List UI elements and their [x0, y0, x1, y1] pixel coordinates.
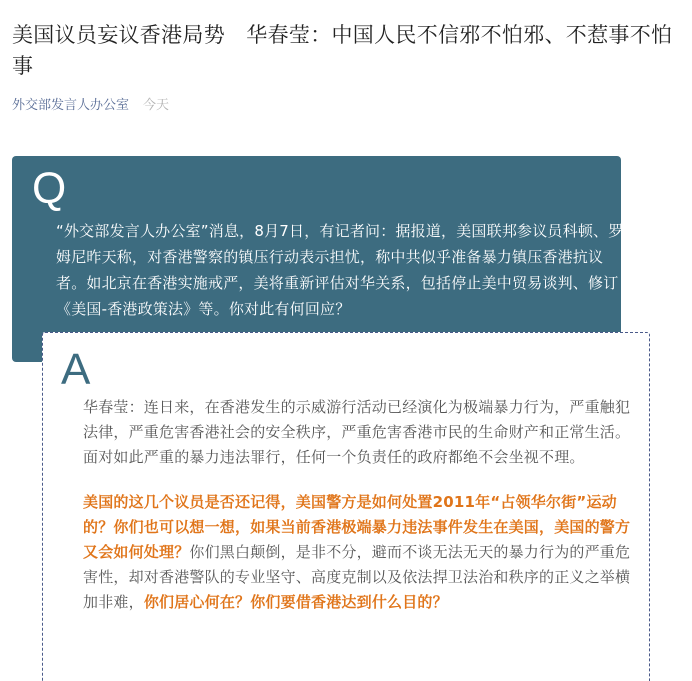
answer-plain-text: 你们黑白颠倒，是非不分，避而不谈无法无天的暴力行为的严重危害性，却对香港警队的专业坚守、高度克制以及依法捍卫法治和秩序的正义之举横加非难， — [83, 543, 631, 611]
article-title: 美国议员妄议香港局势 华春莹：中国人民不信邪不怕邪、不惹事不怕事 — [12, 23, 673, 78]
answer-highlight-1: 美国的这几个议员是否还记得，美国警方是如何处置2011年“占领华尔街”运动的？你们也可以想一想，如果当前香港极端暴力违法事件发生在美国，美国的警方又会如何处理？ — [83, 493, 631, 561]
source-link[interactable]: 外交部发言人办公室 — [12, 98, 130, 113]
answer-paragraph-1: 华春莹：连日来，在香港发生的示威游行活动已经演化为极端暴力行为，严重触犯法律，严重危害香港社会的安全秩序，严重危害香港市民的生命财产和正常生活。面对如此严重的暴力违法罪行，任何一个负责任的政府都绝不会坐视不理。 — [83, 398, 631, 466]
question-text: “外交部发言人办公室”消息，8月7日，有记者问：据报道，美国联邦参议员科顿、罗姆尼昨天称，对香港警察的镇压行动表示担忧，称中共似乎准备暴力镇压香港抗议者。如北京在香港实施戒严，美将重新评估对华关系，包括停止美中贸易谈判、修订《美国-香港政策法》等。你对此有何回应？ — [56, 222, 624, 318]
answer-text — [83, 395, 635, 635]
article-meta — [12, 94, 169, 113]
question-letter: Q — [32, 164, 67, 213]
answer-box — [42, 332, 650, 681]
answer-letter: A — [61, 345, 91, 394]
answer-paragraph-2 — [83, 490, 635, 615]
publish-date: 今天 — [143, 98, 170, 113]
answer-highlight-2: 你们居心何在？你们要借香港达到什么目的？ — [143, 593, 448, 611]
